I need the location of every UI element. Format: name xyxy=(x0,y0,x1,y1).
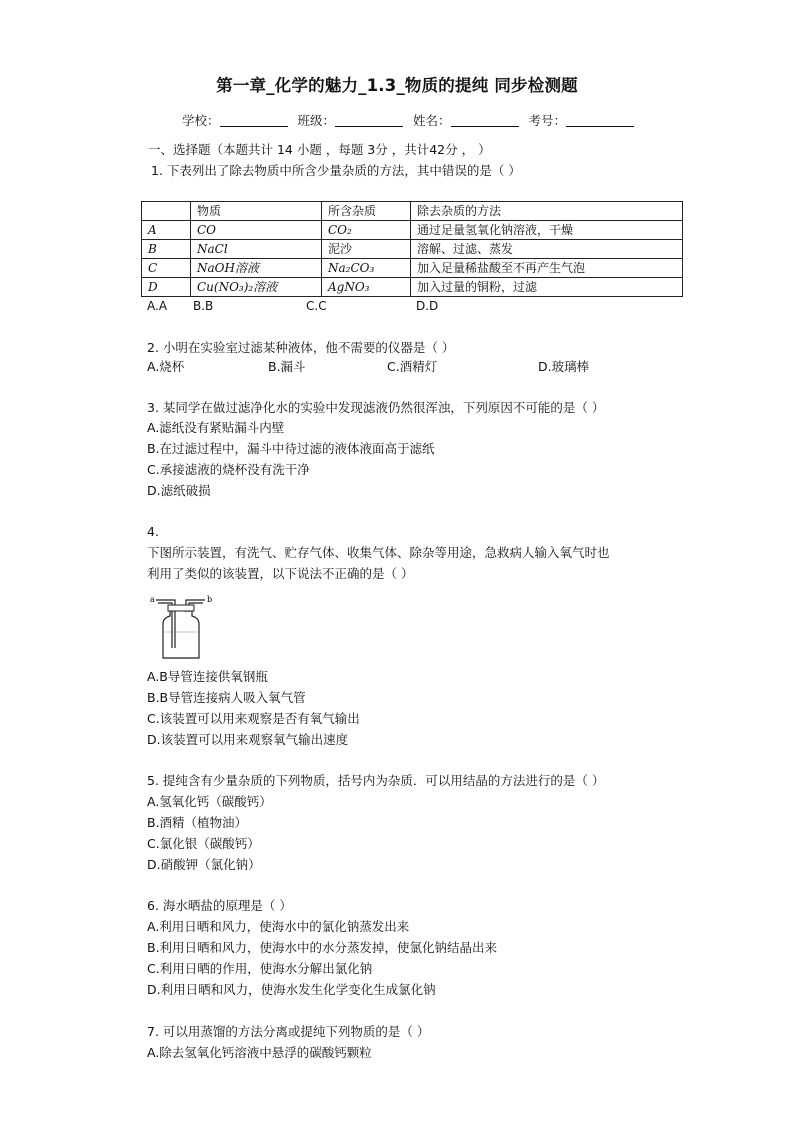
q1-option-a: A.A xyxy=(147,299,168,313)
table-cell: Na₂CO₃ xyxy=(322,259,411,278)
exam-no-blank xyxy=(566,114,634,127)
q1-option-c: C.C xyxy=(306,299,327,313)
class-label: 班级： xyxy=(297,113,336,128)
q5-option-b: B.酒精（植物油） xyxy=(147,815,248,830)
class-blank xyxy=(335,114,403,127)
q6-option-a: A.利用日晒和风力，使海水中的氯化钠蒸发出来 xyxy=(147,919,410,934)
school-label: 学校： xyxy=(182,113,220,128)
student-info-line xyxy=(182,111,640,129)
table-cell: NaCl xyxy=(191,240,322,259)
tube-label-a: a xyxy=(150,595,155,604)
name-blank xyxy=(451,114,519,127)
table-row xyxy=(142,240,683,259)
q2-option-a: A.烧杯 xyxy=(147,359,185,374)
gas-washing-bottle-figure xyxy=(150,592,216,660)
table-row xyxy=(142,278,683,297)
name-label: 姓名： xyxy=(413,113,451,128)
q4-stem-line1: 下图所示装置，有洗气、贮存气体、收集气体、除杂等用途，急救病人输入氧气时也 xyxy=(147,545,610,560)
table-cell: A xyxy=(142,221,191,240)
q2-option-b: B.漏斗 xyxy=(268,359,306,374)
table-cell: B xyxy=(142,240,191,259)
q2-stem: 2. 小明在实验室过滤某种液体，他不需要的仪器是（ ） xyxy=(147,340,455,355)
q4-option-d: D.该装置可以用来观察氧气输出速度 xyxy=(147,732,349,747)
table-cell: CO₂ xyxy=(322,221,411,240)
table-cell: 通过足量氢氧化钠溶液，干燥 xyxy=(411,221,683,240)
table-header-cell: 物质 xyxy=(191,202,322,221)
bottle-icon xyxy=(163,611,199,658)
q6-option-d: D.利用日晒和风力，使海水发生化学变化生成氯化钠 xyxy=(147,982,436,997)
table-header-cell xyxy=(142,202,191,221)
table-cell: 加入足量稀盐酸至不再产生气泡 xyxy=(411,259,683,278)
q2-option-c: C.酒精灯 xyxy=(387,359,438,374)
table-cell: C xyxy=(142,259,191,278)
stopper-icon xyxy=(168,605,194,611)
table-cell: Cu(NO₃)₂溶液 xyxy=(191,278,322,297)
q1-option-b: B.B xyxy=(193,299,214,313)
q4-option-b: B.B导管连接病人吸入氧气管 xyxy=(147,690,306,705)
q6-option-b: B.利用日晒和风力，使海水中的水分蒸发掉，使氯化钠结晶出来 xyxy=(147,940,498,955)
exam-no-label: 考号： xyxy=(528,113,567,128)
tube-label-b: b xyxy=(207,595,213,604)
table-row xyxy=(142,259,683,278)
q3-option-d: D.滤纸破损 xyxy=(147,483,211,498)
table-cell: 溶解、过滤、蒸发 xyxy=(411,240,683,259)
q7-option-a: A.除去氢氧化钙溶液中悬浮的碳酸钙颗粒 xyxy=(147,1045,372,1060)
q3-stem: 3. 某同学在做过滤净化水的实验中发现滤液仍然很浑浊，下列原因不可能的是（ ） xyxy=(147,400,605,415)
q2-option-d: D.玻璃棒 xyxy=(538,359,590,374)
q1-option-d: D.D xyxy=(416,299,439,313)
q1-stem: 1. 下表列出了除去物质中所含少量杂质的方法，其中错误的是（ ） xyxy=(151,163,521,178)
table-header-cell: 除去杂质的方法 xyxy=(411,202,683,221)
q5-option-c: C.氯化银（碳酸钙） xyxy=(147,836,260,851)
q7-stem: 7. 可以用蒸馏的方法分离或提纯下列物质的是（ ） xyxy=(147,1024,430,1039)
table-cell: NaOH溶液 xyxy=(191,259,322,278)
q4-option-c: C.该装置可以用来观察是否有氧气输出 xyxy=(147,711,360,726)
table-cell: AgNO₃ xyxy=(322,278,411,297)
school-blank xyxy=(220,114,288,127)
table-header-cell: 所含杂质 xyxy=(322,202,411,221)
table-header-row xyxy=(142,202,683,221)
q5-stem: 5. 提纯含有少量杂质的下列物质，括号内为杂质．可以用结晶的方法进行的是（ ） xyxy=(147,773,605,788)
q6-stem: 6. 海水晒盐的原理是（ ） xyxy=(147,898,292,913)
q6-option-c: C.利用日晒的作用，使海水分解出氯化钠 xyxy=(147,961,373,976)
q1-table xyxy=(141,201,683,297)
table-cell: 加入过量的铜粉，过滤 xyxy=(411,278,683,297)
q4-option-a: A.B导管连接供氧钢瓶 xyxy=(147,669,268,684)
q3-option-c: C.承接滤液的烧杯没有洗干净 xyxy=(147,462,310,477)
table-row xyxy=(142,221,683,240)
page-title: 第一章_化学的魅力_1.3_物质的提纯 同步检测题 xyxy=(216,76,578,95)
q4-number: 4. xyxy=(147,524,159,539)
q3-option-a: A.滤纸没有紧贴漏斗内壁 xyxy=(147,420,285,435)
q5-option-d: D.硝酸钾（氯化钠） xyxy=(147,857,261,872)
table-cell: CO xyxy=(191,221,322,240)
q4-stem-line2: 利用了类似的该装置，以下说法不正确的是（ ） xyxy=(147,566,414,581)
section-heading: 一、选择题（本题共计 14 小题 ，每题 3分 ，共计42分 ， ） xyxy=(148,142,491,157)
q5-option-a: A.氢氧化钙（碳酸钙） xyxy=(147,794,272,809)
q3-option-b: B.在过滤过程中，漏斗中待过滤的液体液面高于滤纸 xyxy=(147,441,435,456)
table-cell: D xyxy=(142,278,191,297)
table-cell: 泥沙 xyxy=(322,240,411,259)
